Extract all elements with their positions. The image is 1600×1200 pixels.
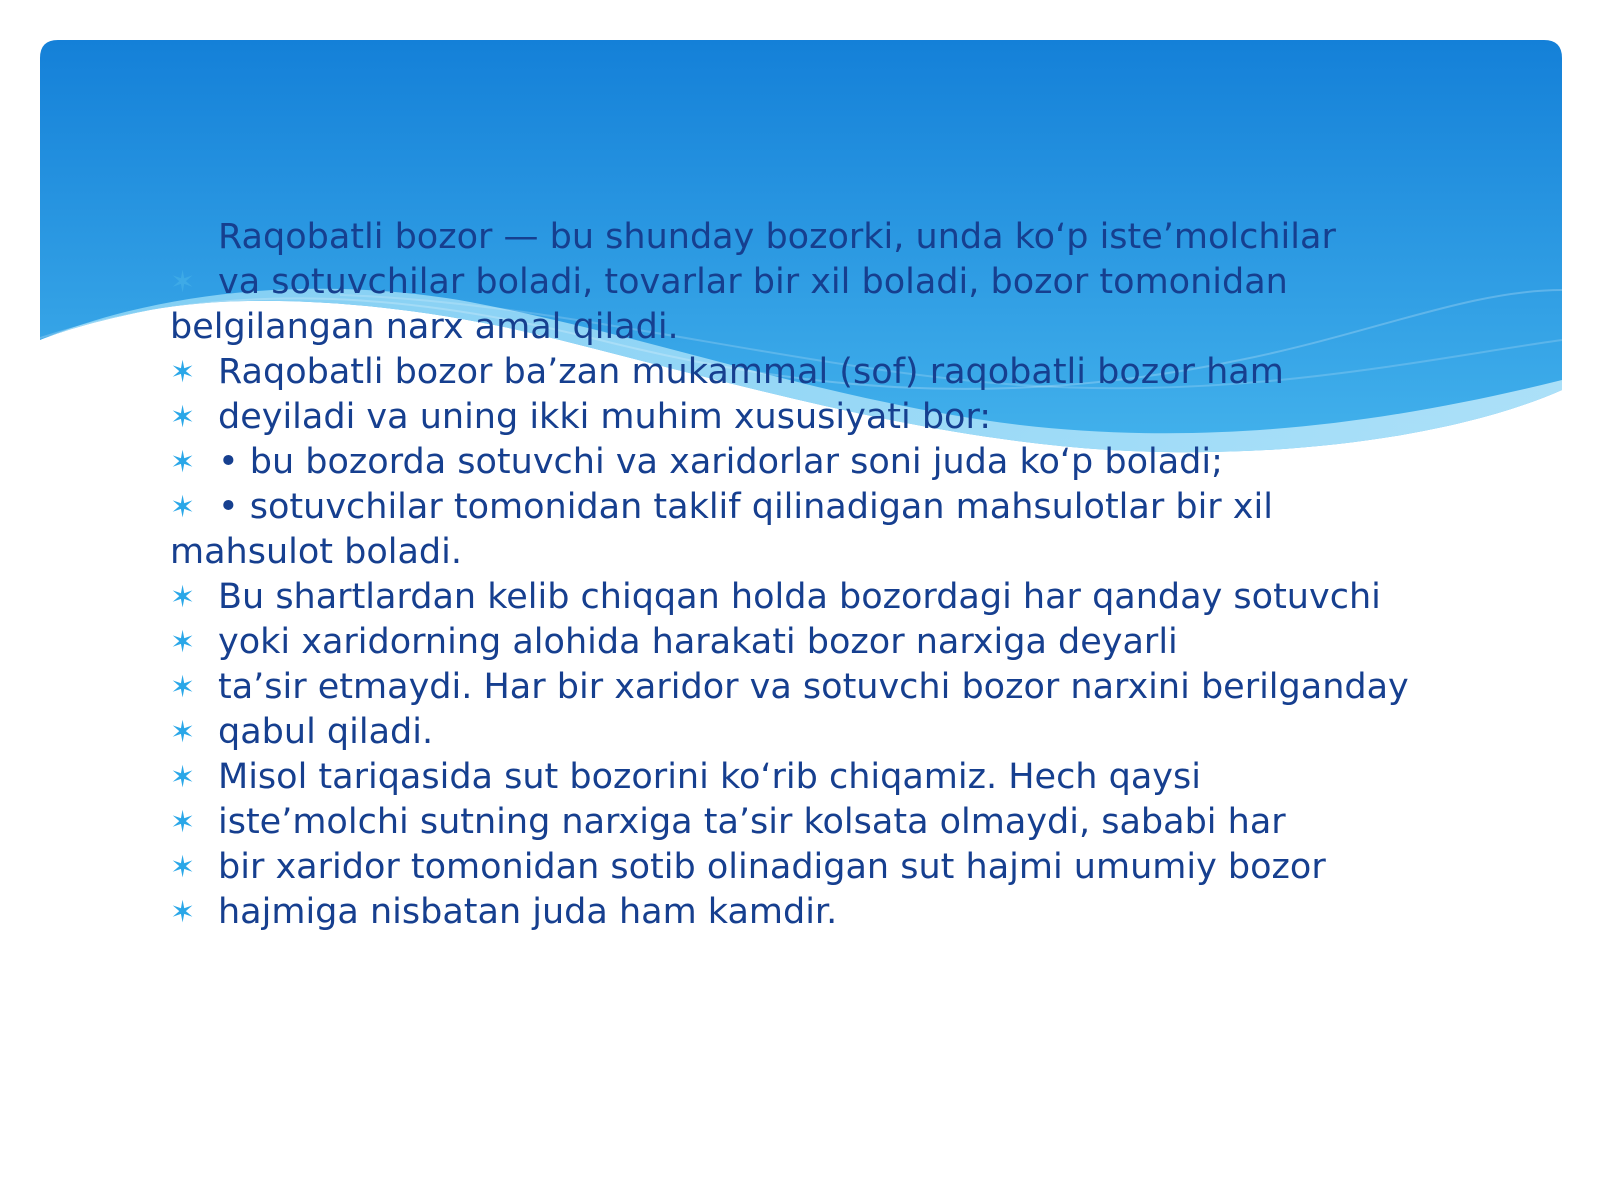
asterisk-icon: ✶ <box>170 850 196 885</box>
bullet-text: ta’sir etmaydi. Har bir xaridor va sotuvchi bozor narxini berilganday <box>218 667 1409 707</box>
asterisk-icon: ✶ <box>170 670 196 705</box>
bullet-item <box>170 440 1470 485</box>
bullet-item <box>170 620 1470 665</box>
text-line-content: mahsulot boladi. <box>170 532 462 572</box>
asterisk-icon: ✶ <box>170 580 196 615</box>
bullet-text: deyiladi va uning ikki muhim xususiyati bor: <box>218 397 992 437</box>
asterisk-icon: ✶ <box>170 895 196 930</box>
asterisk-icon: ✶ <box>170 355 196 390</box>
text-line <box>170 305 1470 350</box>
bullet-item <box>170 575 1470 620</box>
bullet-item <box>170 845 1470 890</box>
asterisk-icon: ✶ <box>170 760 196 795</box>
asterisk-icon: ✶ <box>170 715 196 750</box>
bullet-item <box>170 485 1470 530</box>
bullet-item <box>170 665 1470 710</box>
asterisk-icon: ✶ <box>170 805 196 840</box>
bullet-text: qabul qiladi. <box>218 712 434 752</box>
text-line <box>170 530 1470 575</box>
bullet-text: yoki xaridorning alohida harakati bozor narxiga deyarli <box>218 622 1178 662</box>
bullet-text: Raqobatli bozor ba’zan mukammal (sof) raqobatli bozor ham <box>218 352 1284 392</box>
bullet-text: • bu bozorda sotuvchi va xaridorlar soni juda ko‘p boladi; <box>218 442 1223 482</box>
text-line-content: Raqobatli bozor — bu shunday bozorki, unda ko‘p iste’molchilar <box>218 217 1336 257</box>
bullet-item <box>170 800 1470 845</box>
bullet-item <box>170 395 1470 440</box>
slide-content <box>170 215 1470 935</box>
text-line-content: va sotuvchilar boladi, tovarlar bir xil boladi, bozor tomonidan <box>218 262 1288 302</box>
text-line <box>170 260 1470 305</box>
bullet-text: Bu shartlardan kelib chiqqan holda bozordagi har qanday sotuvchi <box>218 577 1381 617</box>
bullet-item <box>170 710 1470 755</box>
text-line-content: belgilangan narx amal qiladi. <box>170 307 679 347</box>
bullet-item <box>170 755 1470 800</box>
bullet-text: hajmiga nisbatan juda ham kamdir. <box>218 892 838 932</box>
asterisk-icon: ✶ <box>170 400 196 435</box>
asterisk-icon: ✶ <box>170 490 196 525</box>
asterisk-icon: ✶ <box>170 445 196 480</box>
bullet-text: iste’molchi sutning narxiga ta’sir kolsata olmaydi, sababi har <box>218 802 1286 842</box>
asterisk-icon: ✶ <box>170 625 196 660</box>
bullet-text: • sotuvchilar tomonidan taklif qilinadigan mahsulotlar bir xil <box>218 487 1273 527</box>
asterisk-icon: ✶ <box>170 265 196 300</box>
bullet-text: bir xaridor tomonidan sotib olinadigan sut hajmi umumiy bozor <box>218 847 1326 887</box>
text-line <box>170 215 1470 260</box>
bullet-item <box>170 890 1470 935</box>
bullet-item <box>170 350 1470 395</box>
bullet-text: Misol tariqasida sut bozorini ko‘rib chiqamiz. Hech qaysi <box>218 757 1201 797</box>
